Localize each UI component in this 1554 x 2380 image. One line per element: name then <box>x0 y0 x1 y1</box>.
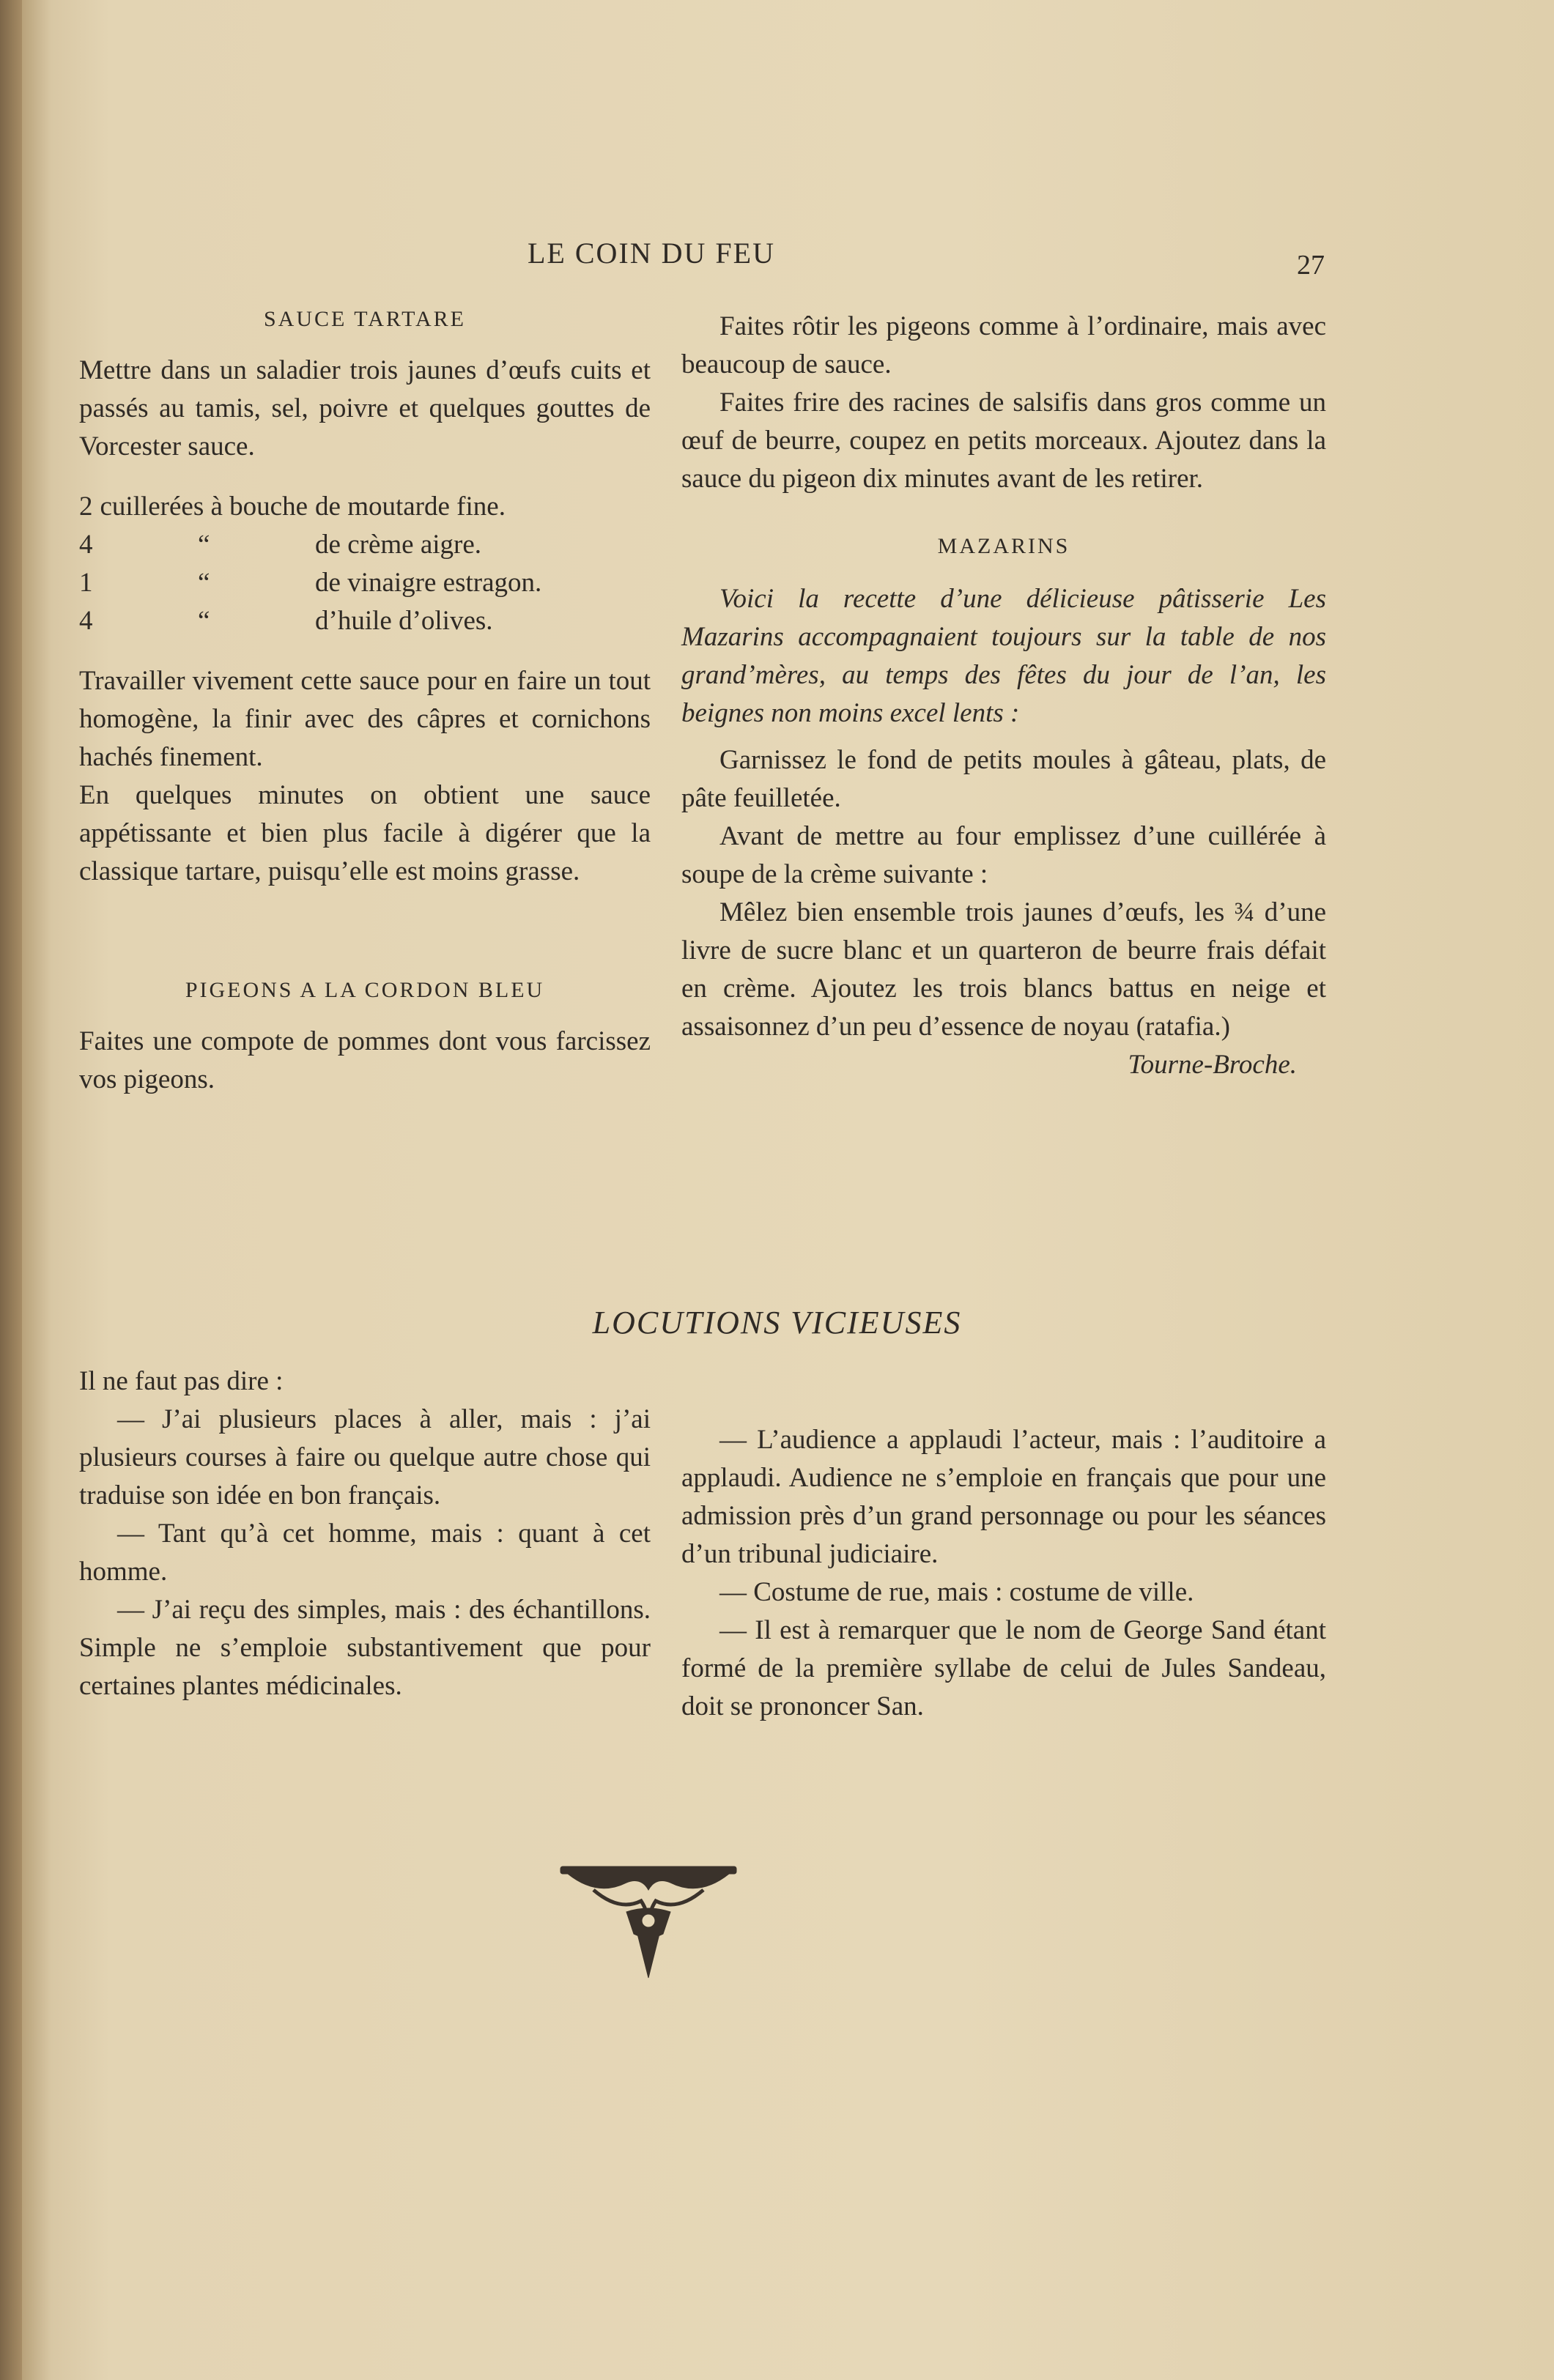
page-number: 27 <box>1297 250 1325 281</box>
ingredient-qty: 1 <box>79 568 93 598</box>
sauce-tartare-para3: En quelques minutes on obtient une sauce appétissante et bien plus facile à digérer que la classique tartare, puisqu’elle est moins grasse. <box>79 780 651 886</box>
locutions-right-column <box>681 1421 1326 1726</box>
ingredient-row <box>79 564 549 602</box>
pigeons-para1: Faites une compote de pommes dont vous farcissez vos pigeons. <box>79 1026 651 1094</box>
ingredient-row <box>79 526 549 564</box>
ingredient-measure: “ <box>198 606 210 636</box>
pigeons-heading: PIGEONS A LA CORDON BLEU <box>185 978 545 1002</box>
ingredient-list <box>79 488 549 640</box>
locutions-left-column <box>79 1363 651 1705</box>
page-header <box>0 236 1554 280</box>
left-column <box>79 300 651 1099</box>
mazarins-para1: Garnissez le fond de petits moules à gâteau, plats, de pâte feuilletée. <box>681 745 1326 813</box>
locutions-title: LOCUTIONS VICIEUSES <box>592 1305 962 1341</box>
locutions-left-para2: — Tant qu’à cet homme, mais : quant à cet homme. <box>79 1519 651 1587</box>
mazarins-intro: Voici la recette d’une délicieuse pâtisserie Les Mazarins accompagnaient toujours sur la table de nos grand’mères, au temps des fêtes du jour de l’an, les beignes non moins excel lents : <box>681 584 1326 728</box>
sauce-tartare-intro: Mettre dans un saladier trois jaunes d’œufs cuits et passés au tamis, sel, poivre et quelques gouttes de Vorcester sauce. <box>79 355 651 461</box>
ingredient-measure: “ <box>198 568 210 598</box>
ingredient-qty: 4 <box>79 530 93 560</box>
right-column <box>681 308 1326 1084</box>
pigeons-roast-para: Faites rôtir les pigeons comme à l’ordinaire, mais avec beaucoup de sauce. <box>681 311 1326 379</box>
fleuron-ornament-icon <box>553 1861 744 1985</box>
locutions-left-para3: — J’ai reçu des simples, mais : des échantillons. Simple ne s’emploie substantivement que pour certaines plantes médicinales. <box>79 1595 651 1701</box>
running-title: LE COIN DU FEU <box>528 237 775 270</box>
mazarins-heading: MAZARINS <box>937 534 1070 558</box>
ingredient-item: de crème aigre. <box>315 530 482 560</box>
locutions-left-para1: — J’ai plusieurs places à aller, mais : j’ai plusieurs courses à faire ou quelque autre chose qui traduise son idée en bon français. <box>79 1404 651 1510</box>
sauce-tartare-para2: Travailler vivement cette sauce pour en faire un tout homogène, la finir avec des câpres et cornichons hachés finement. <box>79 666 651 772</box>
ingredient-row <box>79 488 549 526</box>
locutions-intro: Il ne faut pas dire : <box>79 1366 284 1396</box>
ingredient-qty: 4 <box>79 606 93 636</box>
mazarins-para2: Avant de mettre au four emplissez d’une cuillérée à soupe de la crème suivante : <box>681 821 1326 889</box>
ingredient-item: de moutarde fine. <box>315 492 506 522</box>
salsifis-para: Faites frire des racines de salsifis dans gros comme un œuf de beurre, coupez en petits morceaux. Ajoutez dans la sauce du pigeon dix minutes avant de les retirer. <box>681 388 1326 494</box>
ingredient-measure: “ <box>198 530 210 560</box>
ingredient-measure: cuillerées à bouche <box>100 492 308 522</box>
mazarins-para3: Mêlez bien ensemble trois jaunes d’œufs, les ¾ d’une livre de sucre blanc et un quarteron de beurre frais défait en crème. Ajoutez les trois blancs battus en neige et assaisonnez d’un peu d’essence de noyau (ratafia.) <box>681 897 1326 1042</box>
ingredient-item: d’huile d’olives. <box>315 606 493 636</box>
locutions-right-para1: — L’audience a applaudi l’acteur, mais : l’auditoire a applaudi. Audience ne s’emploie en français que pour une admission près d’un grand personnage ou pour les séances d’un tribunal judiciaire. <box>681 1425 1326 1569</box>
sauce-tartare-heading: SAUCE TARTARE <box>263 307 467 331</box>
locutions-right-para3: — Il est à remarquer que le nom de George Sand étant formé de la première syllabe de celui de Jules Sandeau, doit se prononcer San. <box>681 1615 1326 1721</box>
locutions-right-para2: — Costume de rue, mais : costume de ville. <box>719 1577 1194 1607</box>
ingredient-item: de vinaigre estragon. <box>315 568 542 598</box>
signature: Tourne-Broche. <box>1128 1050 1297 1080</box>
book-spine <box>0 0 22 2380</box>
ingredient-row <box>79 602 549 640</box>
ingredient-qty: 2 <box>79 492 93 522</box>
